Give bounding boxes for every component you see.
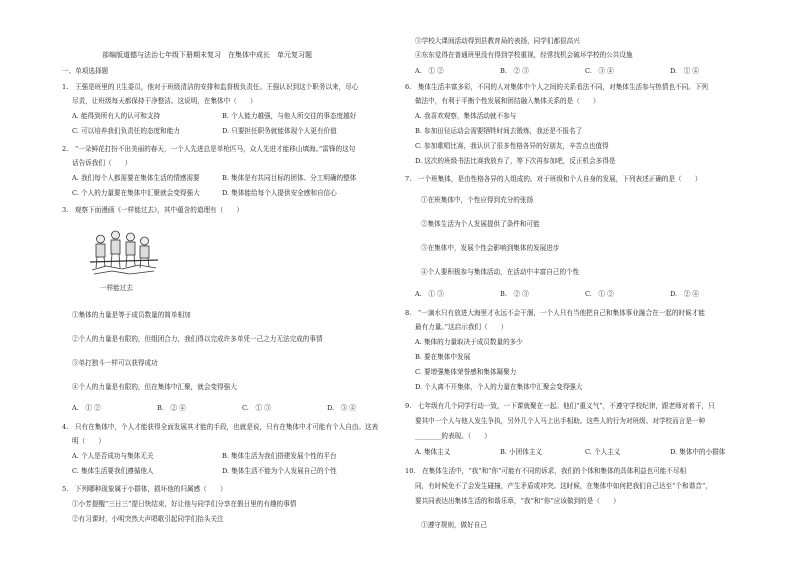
q5-option-c: C. ③ ④: [585, 67, 614, 75]
q9-stem: ________的表现。（ ）: [415, 432, 491, 440]
q9-option-b: B. 小团体主义: [500, 448, 543, 456]
q6-stem: 6. 集体生活丰富多彩，不同的人对集体中个人之间的关系看法不同，对集体生活参与热情也不同。下列: [405, 83, 709, 91]
q4-option-c: C. 集体生活要我们遵循他人: [72, 467, 154, 475]
q8-stem: 最有力量。”这启示我们（ ）: [415, 323, 508, 331]
cartoon-illustration: [84, 222, 164, 282]
q10-stem: 10. 在集体生活中，“我”和“你”可能有不同的诉求，我们的个体和集体的具体利益也可能不尽相: [405, 467, 687, 475]
q6-option-c: C. 参加歌唱比赛，我认识了很多性格各异的好朋友，辛苦点也值得: [415, 142, 609, 150]
q6-option-b: B. 参加田径运动会需要牺牲时间去锻炼，我还是不报名了: [415, 127, 583, 135]
q3-statement-3: ③单打独斗一样可以获得成功: [72, 359, 158, 367]
q2-stem: 话告诉我们（ ）: [72, 159, 132, 167]
q10-statement-1: ①遵守规则，做好自己: [421, 521, 487, 529]
q6-option-a: A. 我喜欢观察，集体活动就不参与: [415, 112, 517, 120]
page-title: 部编版道德与法治七年级下册期末复习 在集体中成长 单元复习题: [102, 51, 312, 59]
q2-option-b: B. 集体是有共同目标的团体、分工明确的整体: [222, 174, 357, 182]
q6-option-d: D. 这次的班级书法比赛我放弃了，等下次再参加吧，反正机会多得是: [415, 157, 616, 165]
q10-stem: 同，有时候免不了会发生碰撞，产生矛盾或冲突。这时候，在集体中如何把我们自己达至“个和谐音”，: [415, 482, 712, 490]
q5-option-d: D. ① ④: [670, 67, 700, 75]
q2-stem: 2. “一朵鲜花打扮不出美丽的春天，一个人先进总是单枪匹马，众人先进才能移山填海。”雷锋的这句: [62, 145, 356, 153]
q5-statement-1: ①小芳提醒“三日三”提日快结束，好让他与同学们分享在假日里的有趣的事情: [72, 500, 297, 508]
q3-statement-2: ②个人的力量是有限的，但组团合力，我们得以完成许多单凭一己之力无法完成的事情: [72, 335, 323, 343]
q10-stem: 要共同表达出集体生活的和谐乐章，“我”和“你”应该做到的是（ ）: [415, 497, 620, 505]
q1-option-a: A. 能得到所有人的认可和支持: [72, 112, 161, 120]
q1-option-c: C. 可以培养我们负责任的态度和能力: [72, 127, 180, 135]
q7-option-c: C. ① ②: [585, 290, 614, 298]
q7-stem: 7. 一个班集体，是由性格各异的人组成的。对于班级和个人自身的发展，下列表述正确的是（ ）: [405, 175, 702, 183]
q8-option-a: A. 集体的力量取决于成员数量的多少: [415, 338, 523, 346]
q1-option-d: D. 只要担任职务就能体现个人更有价值: [222, 127, 337, 135]
q7-option-b: B. ② ③: [500, 290, 529, 298]
q8-option-c: C. 要增强集体荣誉感和集体凝聚力: [415, 368, 517, 376]
q3-stem: 3. 观察下面漫画《一样能过去》，其中蕴含的道理有（ ）: [62, 206, 244, 214]
q5-option-b: B. ② ③: [500, 67, 529, 75]
q8-option-b: B. 要在集体中发展: [415, 353, 471, 361]
q5-statement-4: ④东东觉得在普通班里没有得到学校重视，经常找机会破坏学校的公共设施: [415, 51, 633, 59]
q1-stem: 1. 王强是班里的卫生委员，他对于班级清洁的安排和监督极负责任。王强认识到这个职务以来，尽心: [62, 83, 359, 91]
q8-stem: 8. “一滴水只有放进大海里才永远不会干涸，一个人只有当他把自己和集体事业融合在一起的时候才能: [405, 309, 705, 317]
q3-option-b: B. ② ④: [157, 404, 186, 412]
cartoon-caption: 一样能过去: [100, 284, 133, 292]
q6-stem: 做法中，有利于平衡个性发展和团结融入集体关系的是（ ）: [415, 97, 600, 105]
q5-stem: 5. 下列哪种现象属于小群体，损坏他的归属感（ ）: [62, 485, 227, 493]
q3-option-d: D. ③ ④: [327, 404, 357, 412]
q3-statement-1: ①集体的力量是等于成员数量的简单相加: [72, 311, 191, 319]
q4-stem: 明（ ）: [72, 437, 105, 445]
q7-statement-2: ②集体生活为个人发展提供了条件和可能: [421, 220, 540, 228]
q2-option-c: C. 个人的力量要在集体中汇聚就会变得强大: [72, 189, 200, 197]
q4-option-a: A. 个人是否成功与集体无关: [72, 452, 154, 460]
q7-statement-4: ④个人要积极参与集体活动，在活动中丰富自己的个性: [421, 268, 580, 276]
q9-option-a: A. 集体主义: [415, 448, 451, 456]
q9-stem: 要其中一个人与他人发生争执，另外几个人马上出手相助。这些人的行为对班级、对学校而言是一种: [415, 417, 706, 425]
q2-option-a: A. 我们每个人都需要在集体生活的情感需要: [72, 174, 200, 182]
q7-option-d: D. ② ④: [670, 290, 700, 298]
q5-statement-3: ③学校大课间活动得到县教育局的表扬，同学们都很高兴: [415, 37, 580, 45]
q9-stem: 9. 七年级有几个同学行动一致，一下课就聚在一起。他们“重义气”，不遵守学校纪律，跟老师对着干，只: [405, 402, 715, 410]
q3-option-c: C. ① ③: [242, 404, 271, 412]
q8-option-d: D. 个人离不开集体，个人的力量在集体中汇聚会变得强大: [415, 383, 583, 391]
q5-option-a: A. ① ②: [415, 67, 444, 75]
q9-option-c: C. 个人主义: [585, 448, 621, 456]
q2-option-d: D. 集体能给每个人提供安全感和自信心: [222, 189, 337, 197]
q7-statement-3: ③在集体中，发展个性会影响到集体的发展进步: [421, 244, 560, 252]
q9-option-d: D. 集体中的小群体: [670, 448, 726, 456]
q7-statement-1: ①在班集体中，个性应得到充分的张扬: [421, 196, 534, 204]
q3-statement-4: ④个人的力量是有限的，但在集体中汇聚，就会变得强大: [72, 383, 237, 391]
q4-option-d: D. 集体生活不能为个人发展自己的个性: [222, 467, 337, 475]
q4-option-b: B. 集体生活为我们搭建发展个性的平台: [222, 452, 337, 460]
q4-stem: 4. 只有在集体中，个人才能获得全面发展其才能的手段，也就是说，只有在集体中才可能有个人自由。这表: [62, 423, 379, 431]
q1-option-b: B. 个人能力越强，与他人所交往的事态度越好: [222, 112, 357, 120]
q7-option-a: A. ① ③: [415, 290, 444, 298]
q1-stem: 尽责，让班级每天都保持干净整洁。这说明，在集体中（ ）: [72, 97, 257, 105]
q5-statement-2: ②有习课时，小明突然大声唱歌引起同学们抬头关注: [72, 515, 224, 523]
q3-option-a: A. ① ②: [72, 404, 101, 412]
section-heading: 一、单项选择题: [62, 67, 109, 75]
